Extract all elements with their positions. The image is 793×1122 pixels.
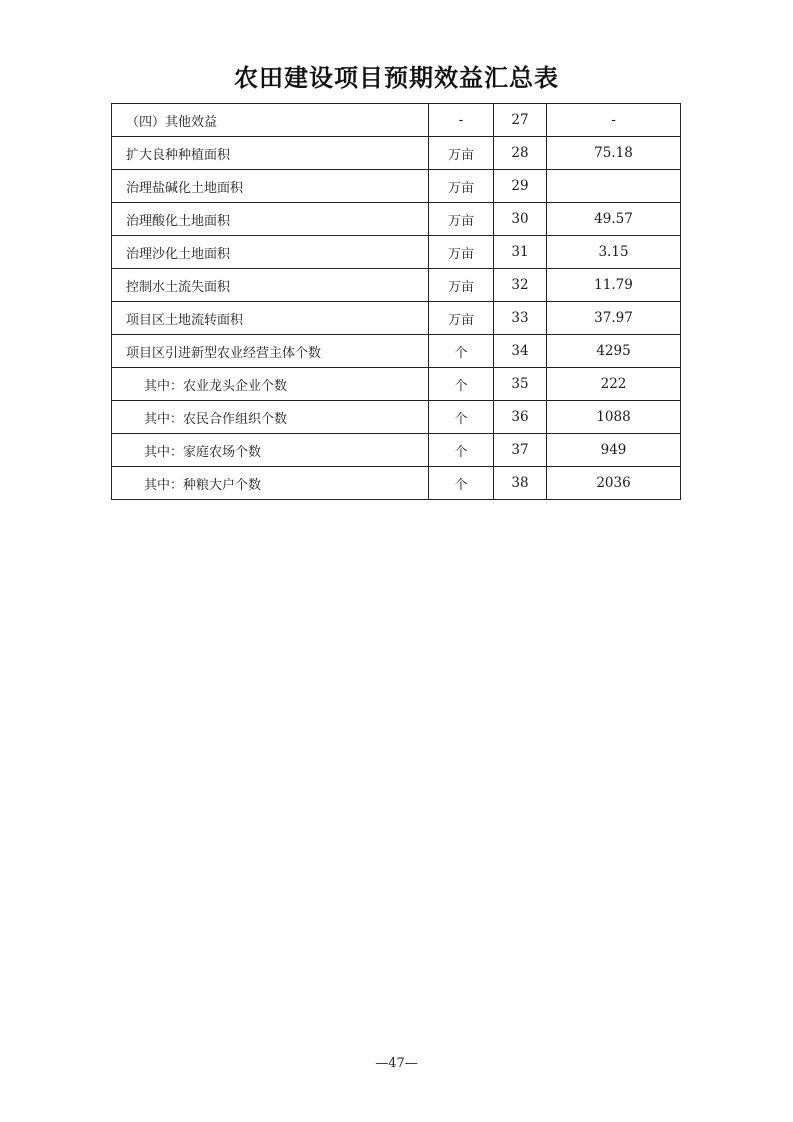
value-cell: 949 <box>547 434 681 467</box>
row-number-cell: 31 <box>494 236 547 269</box>
unit-cell: 万亩 <box>429 137 494 170</box>
row-number-cell: 27 <box>494 104 547 137</box>
item-name-cell: 项目区土地流转面积 <box>112 302 429 335</box>
item-name-cell: 治理沙化土地面积 <box>112 236 429 269</box>
item-name-cell: 扩大良种种植面积 <box>112 137 429 170</box>
value-cell: 11.79 <box>547 269 681 302</box>
unit-cell: 个 <box>429 368 494 401</box>
page-number: —47— <box>375 1056 418 1071</box>
unit-cell: 个 <box>429 335 494 368</box>
value-cell <box>547 170 681 203</box>
value-cell: 49.57 <box>547 203 681 236</box>
row-number-cell: 38 <box>494 467 547 500</box>
unit-cell: 万亩 <box>429 170 494 203</box>
value-cell: 2036 <box>547 467 681 500</box>
row-number-cell: 33 <box>494 302 547 335</box>
row-number-cell: 29 <box>494 170 547 203</box>
table-row <box>112 368 681 401</box>
page-title: 农田建设项目预期效益汇总表 <box>234 64 559 92</box>
row-number-cell: 37 <box>494 434 547 467</box>
unit-cell: 个 <box>429 401 494 434</box>
benefit-summary-table <box>111 103 681 500</box>
unit-cell: 个 <box>429 467 494 500</box>
table-row <box>112 467 681 500</box>
item-name-cell: 治理酸化土地面积 <box>112 203 429 236</box>
table-row <box>112 104 681 137</box>
unit-cell: 万亩 <box>429 269 494 302</box>
item-name-cell: 其中：种粮大户个数 <box>112 467 429 500</box>
row-number-cell: 30 <box>494 203 547 236</box>
table-row <box>112 236 681 269</box>
item-name-cell: 其中：农业龙头企业个数 <box>112 368 429 401</box>
unit-cell: - <box>429 104 494 137</box>
value-cell: 37.97 <box>547 302 681 335</box>
item-name-cell: 控制水土流失面积 <box>112 269 429 302</box>
item-name-cell: 治理盐碱化土地面积 <box>112 170 429 203</box>
table-row <box>112 335 681 368</box>
item-name-cell: 项目区引进新型农业经营主体个数 <box>112 335 429 368</box>
table-row <box>112 203 681 236</box>
row-number-cell: 36 <box>494 401 547 434</box>
item-name-cell: 其中：农民合作组织个数 <box>112 401 429 434</box>
row-number-cell: 32 <box>494 269 547 302</box>
value-cell: - <box>547 104 681 137</box>
row-number-cell: 34 <box>494 335 547 368</box>
value-cell: 75.18 <box>547 137 681 170</box>
table-row <box>112 137 681 170</box>
unit-cell: 个 <box>429 434 494 467</box>
table-row <box>112 302 681 335</box>
unit-cell: 万亩 <box>429 203 494 236</box>
table-row <box>112 269 681 302</box>
table-row <box>112 401 681 434</box>
value-cell: 4295 <box>547 335 681 368</box>
table-row <box>112 170 681 203</box>
table-body <box>112 104 681 500</box>
row-number-cell: 35 <box>494 368 547 401</box>
row-number-cell: 28 <box>494 137 547 170</box>
unit-cell: 万亩 <box>429 236 494 269</box>
value-cell: 1088 <box>547 401 681 434</box>
value-cell: 3.15 <box>547 236 681 269</box>
table-row <box>112 434 681 467</box>
item-name-cell: 其中：家庭农场个数 <box>112 434 429 467</box>
item-name-cell: （四）其他效益 <box>112 104 429 137</box>
unit-cell: 万亩 <box>429 302 494 335</box>
value-cell: 222 <box>547 368 681 401</box>
